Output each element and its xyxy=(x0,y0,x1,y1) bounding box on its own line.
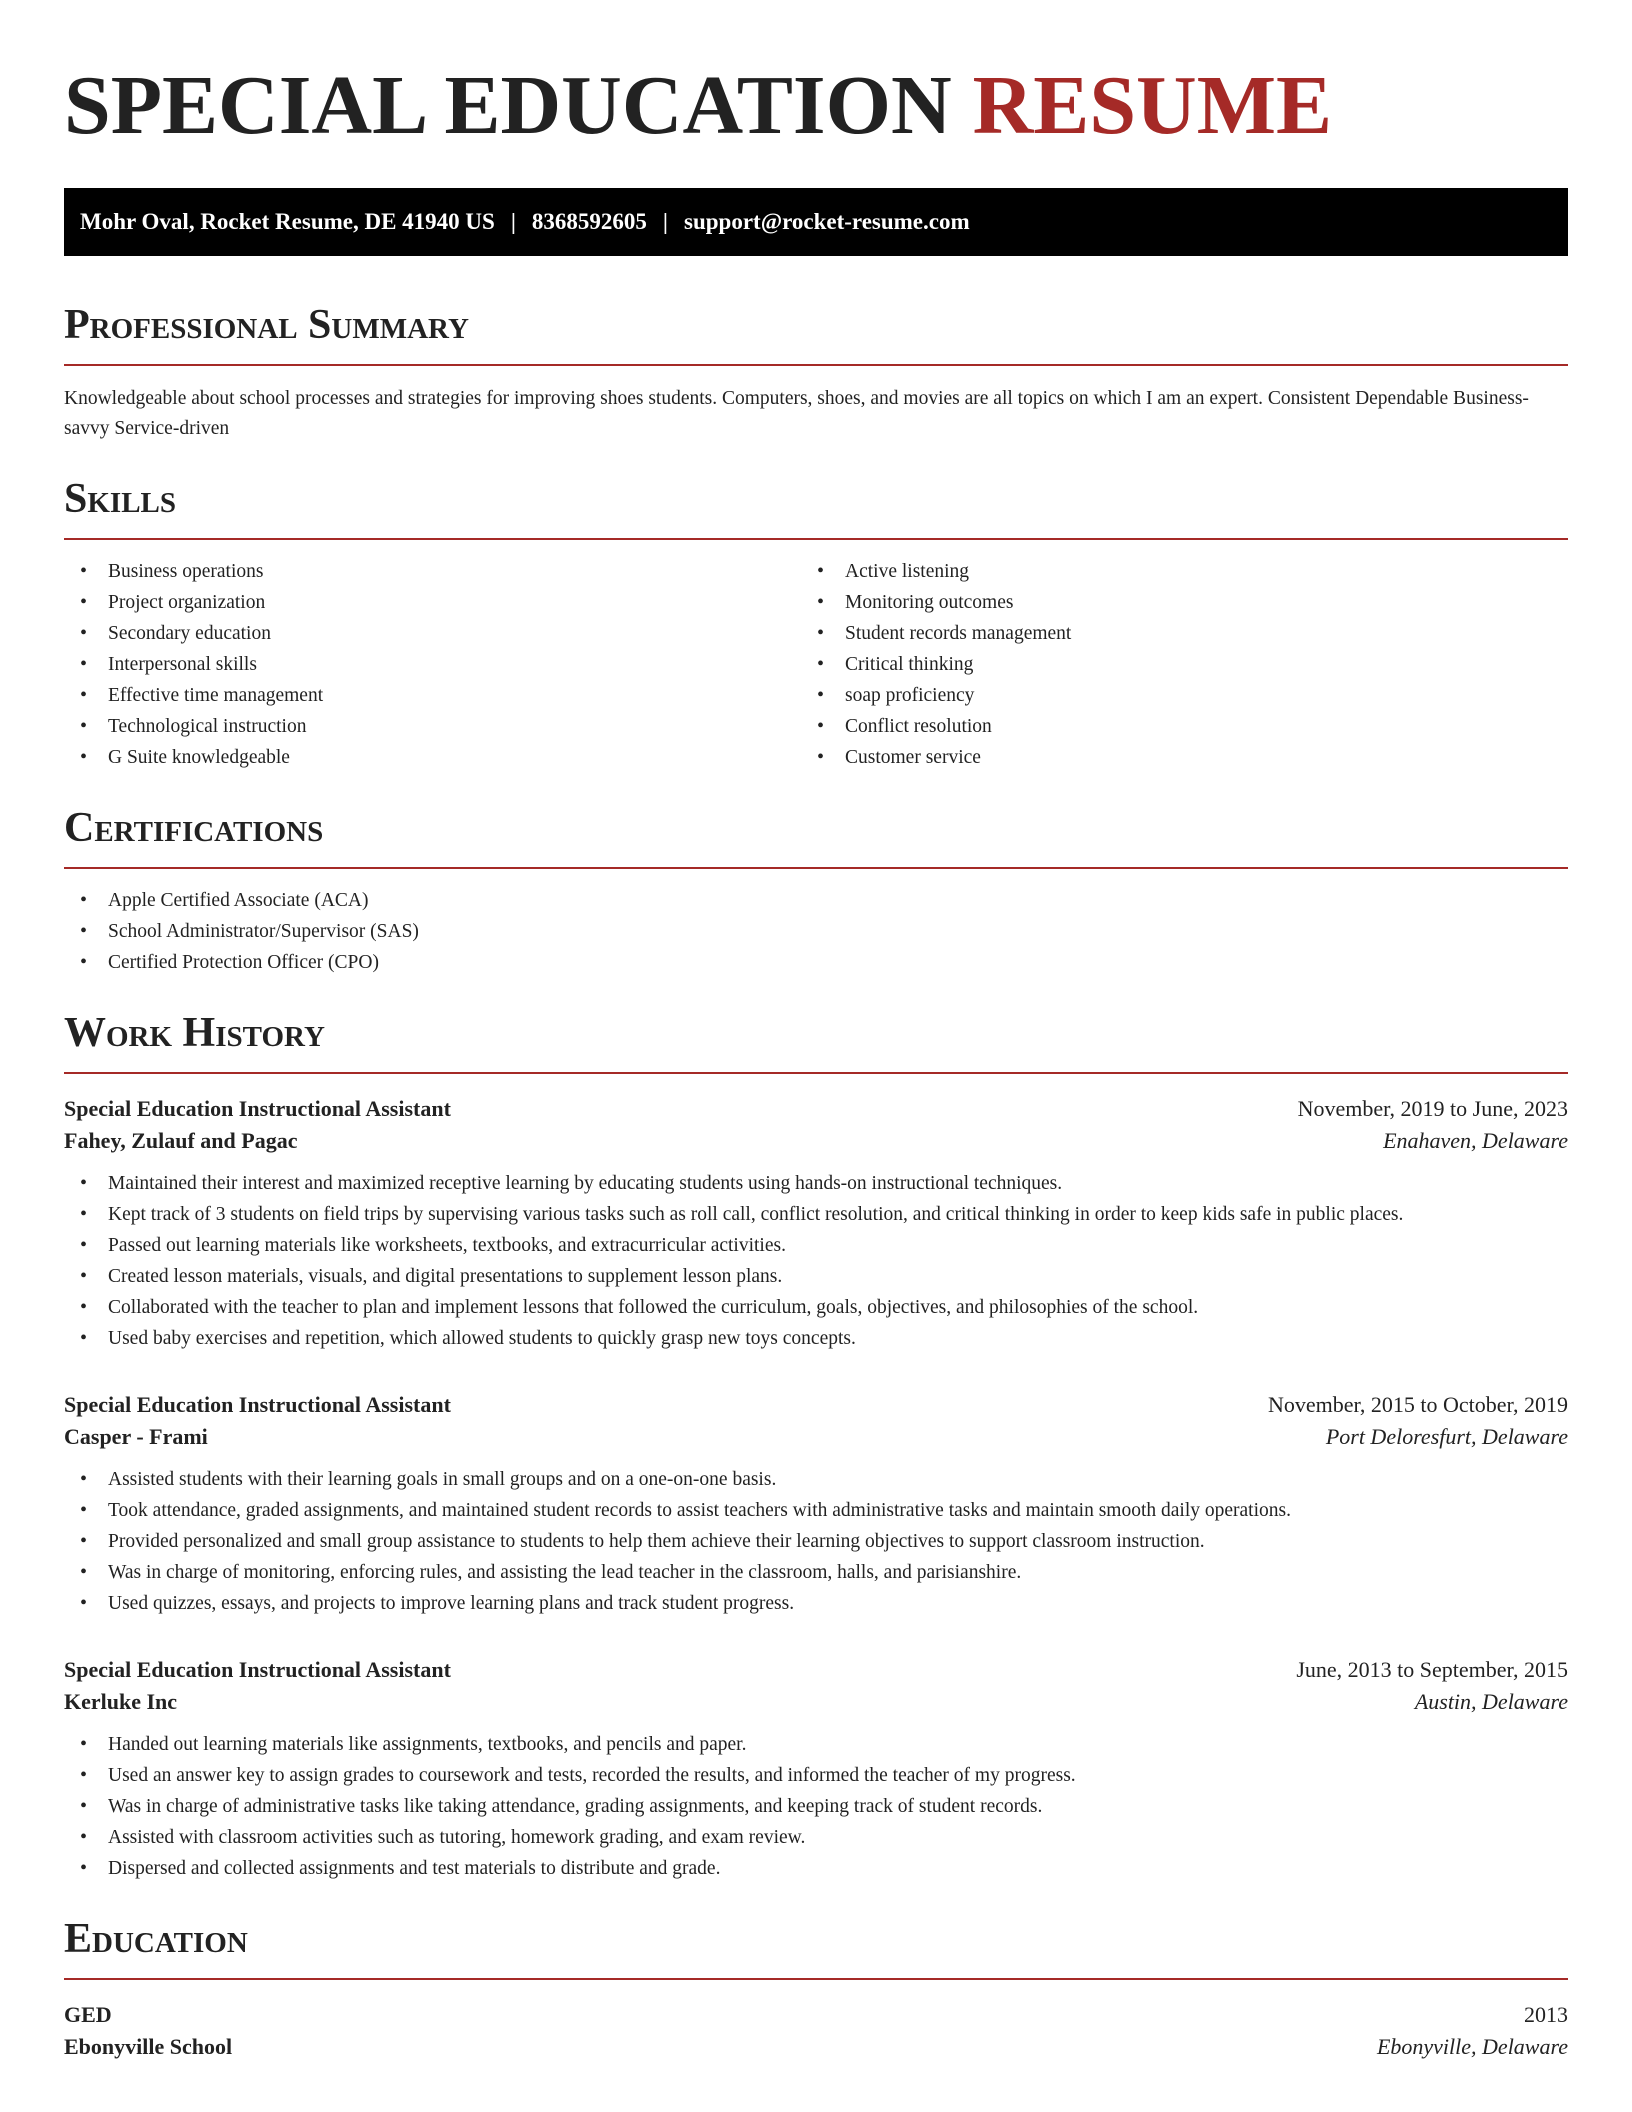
title-part-1: SPECIAL EDUCATION xyxy=(64,59,952,152)
section-divider xyxy=(64,1978,1568,1980)
job-header-row xyxy=(64,1096,1568,1122)
skill-item: • Conflict resolution xyxy=(801,711,1538,742)
skills-section xyxy=(64,478,1568,773)
section-title-certifications: Certifications xyxy=(64,805,324,851)
certifications-section xyxy=(64,807,1568,978)
work-history-section xyxy=(64,1012,1568,1884)
job-duty: • Was in charge of administrative tasks like taking attendance, grading assignments, and keeping track of student records. xyxy=(64,1791,1568,1822)
job-location: Austin, Delaware xyxy=(1414,1689,1568,1714)
resume-title xyxy=(64,59,1568,152)
skill-item: • Project organization xyxy=(64,587,801,618)
skill-item: • Active listening xyxy=(801,556,1538,587)
section-title-summary: Professional Summary xyxy=(64,302,469,348)
contact-bar xyxy=(64,188,1568,256)
job-entry xyxy=(64,1096,1568,1354)
section-title-skills: Skills xyxy=(64,476,177,522)
job-duty: • Dispersed and collected assignments and test materials to distribute and grade. xyxy=(64,1853,1568,1884)
job-location: Port Deloresfurt, Delaware xyxy=(1325,1424,1568,1449)
job-title: Special Education Instructional Assistant xyxy=(64,1657,451,1682)
job-header-row xyxy=(64,1392,1568,1418)
skill-item: • Business operations xyxy=(64,556,801,587)
education-header-row xyxy=(64,2002,1568,2028)
job-title: Special Education Instructional Assistant xyxy=(64,1392,451,1417)
job-duties-list xyxy=(64,1464,1568,1619)
skills-list-left xyxy=(64,556,801,773)
job-title: Special Education Instructional Assistant xyxy=(64,1096,451,1121)
job-company: Kerluke Inc xyxy=(64,1689,178,1714)
skill-item: • Critical thinking xyxy=(801,649,1538,680)
contact-address: Mohr Oval, Rocket Resume, DE 41940 US xyxy=(80,209,495,234)
job-company-row xyxy=(64,1128,1568,1154)
section-divider xyxy=(64,364,1568,366)
job-duty: • Passed out learning materials like worksheets, textbooks, and extracurricular activities. xyxy=(64,1230,1568,1261)
certification-item: • School Administrator/Supervisor (SAS) xyxy=(64,916,1568,947)
section-title-work-history: Work History xyxy=(64,1010,325,1056)
skills-columns xyxy=(64,540,1568,773)
certification-item: • Apple Certified Associate (ACA) xyxy=(64,885,1568,916)
contact-separator: | xyxy=(510,209,516,234)
education-school-row xyxy=(64,2034,1568,2060)
contact-separator: | xyxy=(662,209,668,234)
education-year: 2013 xyxy=(1524,2002,1568,2027)
job-entry xyxy=(64,1657,1568,1884)
skill-item: • Interpersonal skills xyxy=(64,649,801,680)
job-header-row xyxy=(64,1657,1568,1683)
job-duty: • Maintained their interest and maximized receptive learning by educating students using hands-on instructional techniques. xyxy=(64,1168,1568,1199)
skill-item: • soap proficiency xyxy=(801,680,1538,711)
job-duty: • Used baby exercises and repetition, which allowed students to quickly grasp new toys concepts. xyxy=(64,1323,1568,1354)
skill-item: • G Suite knowledgeable xyxy=(64,742,801,773)
section-title-education: Education xyxy=(64,1916,248,1962)
skill-item: • Customer service xyxy=(801,742,1538,773)
title-part-2: RESUME xyxy=(972,59,1333,152)
job-duty: • Used an answer key to assign grades to coursework and tests, recorded the results, and informed the teacher of my progress. xyxy=(64,1760,1568,1791)
job-duty: • Handed out learning materials like assignments, textbooks, and pencils and paper. xyxy=(64,1729,1568,1760)
job-duty: • Was in charge of monitoring, enforcing rules, and assisting the lead teacher in the classroom, halls, and parisianshire. xyxy=(64,1557,1568,1588)
job-duties-list xyxy=(64,1168,1568,1354)
skill-item: • Effective time management xyxy=(64,680,801,711)
contact-phone: 8368592605 xyxy=(531,209,647,234)
job-company-row xyxy=(64,1689,1568,1715)
skill-item: • Monitoring outcomes xyxy=(801,587,1538,618)
job-duty: • Assisted with classroom activities such as tutoring, homework grading, and exam review. xyxy=(64,1822,1568,1853)
summary-section xyxy=(64,304,1568,444)
job-duty: • Collaborated with the teacher to plan and implement lessons that followed the curriculum, goals, objectives, and philosophies of the school. xyxy=(64,1292,1568,1323)
job-dates: November, 2019 to June, 2023 xyxy=(1297,1096,1568,1121)
education-degree: GED xyxy=(64,2002,112,2027)
education-entry xyxy=(64,2002,1568,2060)
education-school: Ebonyville School xyxy=(64,2034,233,2059)
education-section xyxy=(64,1918,1568,2060)
job-duty: • Kept track of 3 students on field trips by supervising various tasks such as roll call, conflict resolution, and critical thinking in order to keep kids safe in public places. xyxy=(64,1199,1568,1230)
certifications-list xyxy=(64,885,1568,978)
job-entry xyxy=(64,1392,1568,1619)
section-divider xyxy=(64,1072,1568,1074)
skill-item: • Student records management xyxy=(801,618,1538,649)
skill-item: • Secondary education xyxy=(64,618,801,649)
job-location: Enahaven, Delaware xyxy=(1383,1128,1568,1153)
section-divider xyxy=(64,867,1568,869)
job-duty: • Created lesson materials, visuals, and digital presentations to supplement lesson plans. xyxy=(64,1261,1568,1292)
job-company-row xyxy=(64,1424,1568,1450)
job-duty: • Assisted students with their learning goals in small groups and on a one-on-one basis. xyxy=(64,1464,1568,1495)
contact-email: support@rocket-resume.com xyxy=(684,209,970,234)
education-location: Ebonyville, Delaware xyxy=(1376,2034,1568,2059)
job-duty: • Provided personalized and small group assistance to students to help them achieve their learning objectives to support classroom instruction. xyxy=(64,1526,1568,1557)
job-dates: June, 2013 to September, 2015 xyxy=(1296,1657,1568,1682)
job-company: Fahey, Zulauf and Pagac xyxy=(64,1128,298,1153)
skill-item: • Technological instruction xyxy=(64,711,801,742)
skills-list-right xyxy=(801,556,1538,773)
job-duties-list xyxy=(64,1729,1568,1884)
job-duty: • Took attendance, graded assignments, and maintained student records to assist teachers with administrative tasks and maintain smooth daily operations. xyxy=(64,1495,1568,1526)
job-company: Casper - Frami xyxy=(64,1424,208,1449)
certification-item: • Certified Protection Officer (CPO) xyxy=(64,947,1568,978)
job-dates: November, 2015 to October, 2019 xyxy=(1267,1392,1568,1417)
job-duty: • Used quizzes, essays, and projects to improve learning plans and track student progress. xyxy=(64,1588,1568,1619)
summary-text: Knowledgeable about school processes and strategies for improving shoes students. Computers, shoes, and movies are all topics on which I am an expert. Consistent Dependable Business-savvy Service-driven xyxy=(64,388,1529,439)
